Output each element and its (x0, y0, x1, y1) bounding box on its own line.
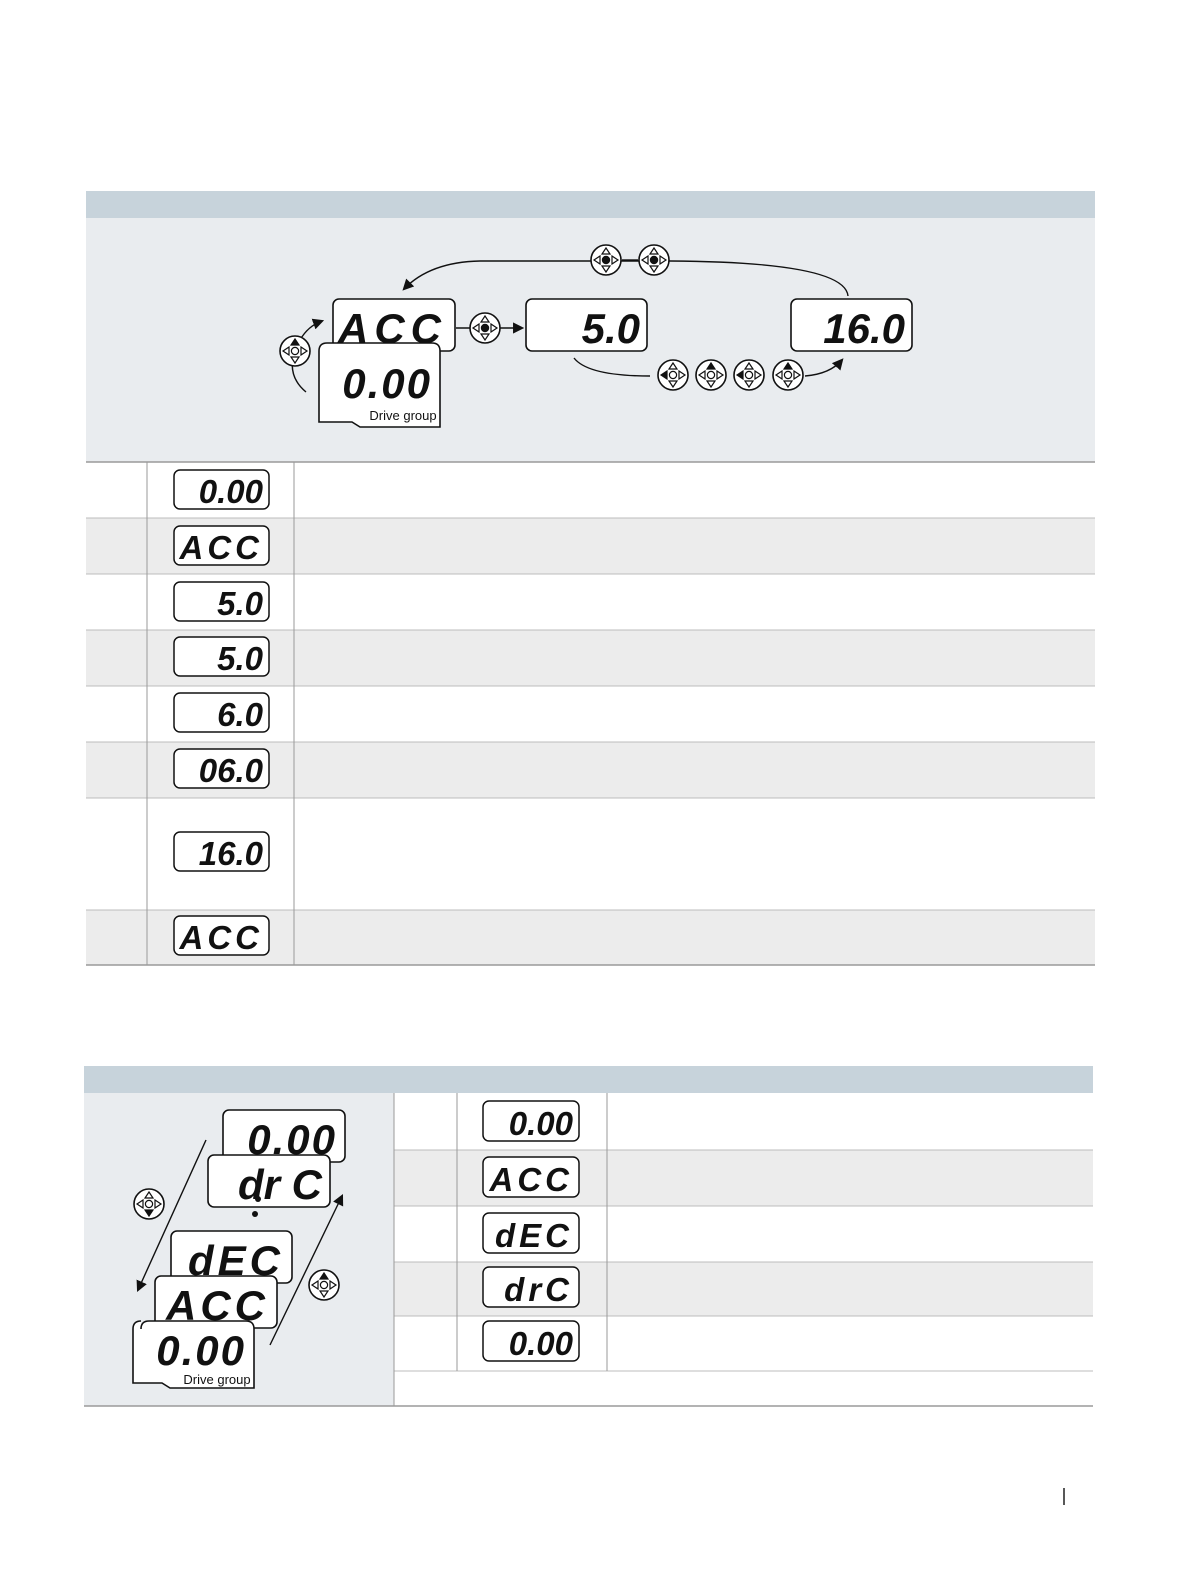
row4-display: 5.0 (217, 640, 263, 677)
t2-row3-display: dEC (495, 1217, 573, 1254)
drive-group-label-2: Drive group (183, 1372, 251, 1387)
lcd-five-text: 5.0 (581, 305, 640, 352)
row2-display: ACC (179, 529, 263, 566)
t2-row1-display: 0.00 (508, 1105, 573, 1142)
drive-group-label: Drive group (369, 408, 437, 423)
t2-row5-display: 0.00 (508, 1325, 573, 1362)
lcd-acc2-text: ACC (166, 1282, 269, 1329)
lcd-sixteen-text: 16.0 (823, 305, 905, 352)
table1-header-band (86, 191, 1095, 218)
row7-display: 16.0 (198, 835, 263, 872)
row6-display: 06.0 (198, 752, 263, 789)
lcd-dec-text: dEC (188, 1237, 284, 1284)
table2-header-band (84, 1066, 1093, 1093)
lcd-drc-text: dr C (238, 1161, 322, 1208)
row1-display: 0.00 (198, 473, 263, 510)
t2-row2-display: ACC (489, 1161, 573, 1198)
lcd-zero-text: 0.00 (342, 360, 432, 407)
row8-display: ACC (179, 919, 263, 956)
lcd-zero-bottom-text: 0.00 (156, 1327, 246, 1374)
row5-display: 6.0 (217, 696, 263, 733)
lcd-zero-top-text: 0.00 (247, 1116, 337, 1163)
row3-display: 5.0 (217, 585, 263, 622)
lcd-acc-text: ACC (338, 305, 447, 352)
t2-row4-display: drC (504, 1271, 573, 1308)
